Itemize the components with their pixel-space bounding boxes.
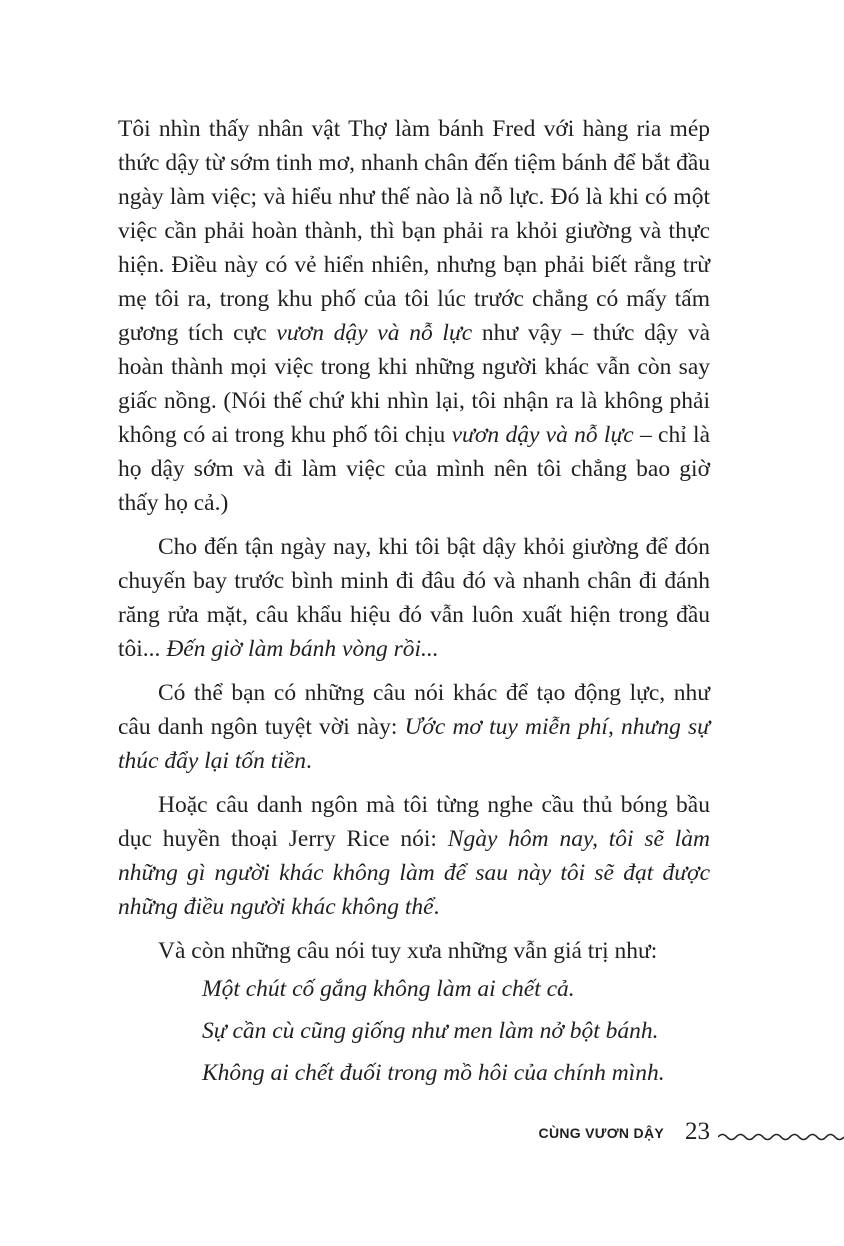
paragraph-4-text-2: . bbox=[433, 894, 440, 920]
page-body bbox=[118, 112, 710, 1098]
page-footer bbox=[0, 1116, 844, 1156]
paragraph-2-text-1: Cho đến tận ngày nay, khi tôi bật dậy khỏi giường để đón chuyến bay trước bình minh đi đâu đó và nhanh chân đi đánh răng rửa mặt, câu khẩu hiệu đó vẫn luôn xuất hiện trong đầu tôi... bbox=[118, 534, 710, 662]
paragraph-1 bbox=[118, 112, 710, 520]
paragraph-2-italic-1: Đến giờ làm bánh vòng rồi... bbox=[166, 636, 439, 662]
paragraph-5 bbox=[118, 934, 710, 968]
quote-list bbox=[202, 972, 710, 1090]
running-head: CÙNG VƯƠN DẬY bbox=[538, 1125, 664, 1141]
paragraph-4-text-1: Hoặc câu danh ngôn mà tôi từng nghe cầu thủ bóng bầu dục huyền thoại Jerry Rice nói: bbox=[118, 792, 710, 852]
paragraph-3 bbox=[118, 676, 710, 778]
page-number: 23 bbox=[685, 1118, 710, 1145]
paragraph-5-text-1: Và còn những câu nói tuy xưa những vẫn giá trị như: bbox=[158, 938, 658, 964]
paragraph-1-italic-1: vươn dậy và nỗ lực bbox=[276, 320, 473, 346]
quote-item: Một chút cố gắng không làm ai chết cả. bbox=[202, 976, 575, 1002]
paragraph-4-italic-1: Ngày hôm nay, tôi sẽ làm những gì người khác không làm để sau này tôi sẽ đạt được những điều người khác không thể bbox=[118, 826, 710, 920]
quote-item: Sự cần cù cũng giống như men làm nở bột bánh. bbox=[202, 1018, 659, 1044]
paragraph-4 bbox=[118, 788, 710, 924]
quote-item: Không ai chết đuối trong mồ hôi của chính mình. bbox=[202, 1060, 665, 1086]
paragraph-3-text-1: Có thể bạn có những câu nói khác để tạo động lực, như câu danh ngôn tuyệt vời này: bbox=[118, 680, 710, 740]
paragraph-1-text-1: Tôi nhìn thấy nhân vật Thợ làm bánh Fred với hàng ria mép thức dậy từ sớm tinh mơ, nhanh chân đến tiệm bánh để bắt đầu ngày làm việc; và hiểu như thế nào là nỗ lực. Đó là khi có một việc cần phải hoàn thành, thì bạn phải ra khỏi giường và thực hiện. Điều này có vẻ hiển nhiên, nhưng bạn phải biết rằng trừ mẹ tôi ra, trong khu phố của tôi lúc trước chẳng có mấy tấm gương tích cực bbox=[118, 116, 710, 346]
paragraph-1-text-2: như vậy – thức dậy và hoàn thành mọi việc trong khi những người khác vẫn còn say giấc nồng. (Nói thế chứ khi nhìn lại, tôi nhận ra là không phải không có ai trong khu phố tôi chịu bbox=[118, 320, 710, 448]
paragraph-1-italic-2: vươn dậy và nỗ lực bbox=[451, 422, 634, 448]
paragraph-1-text-3: – chỉ là họ dậy sớm và đi làm việc của mình nên tôi chẳng bao giờ thấy họ cả.) bbox=[118, 422, 710, 516]
paragraph-2 bbox=[118, 530, 710, 666]
paragraph-3-text-2: . bbox=[305, 748, 312, 774]
paragraph-3-italic-1: Ước mơ tuy miễn phí, nhưng sự thúc đẩy lại tốn tiền bbox=[118, 714, 710, 774]
wave-ornament-icon bbox=[718, 1130, 844, 1144]
